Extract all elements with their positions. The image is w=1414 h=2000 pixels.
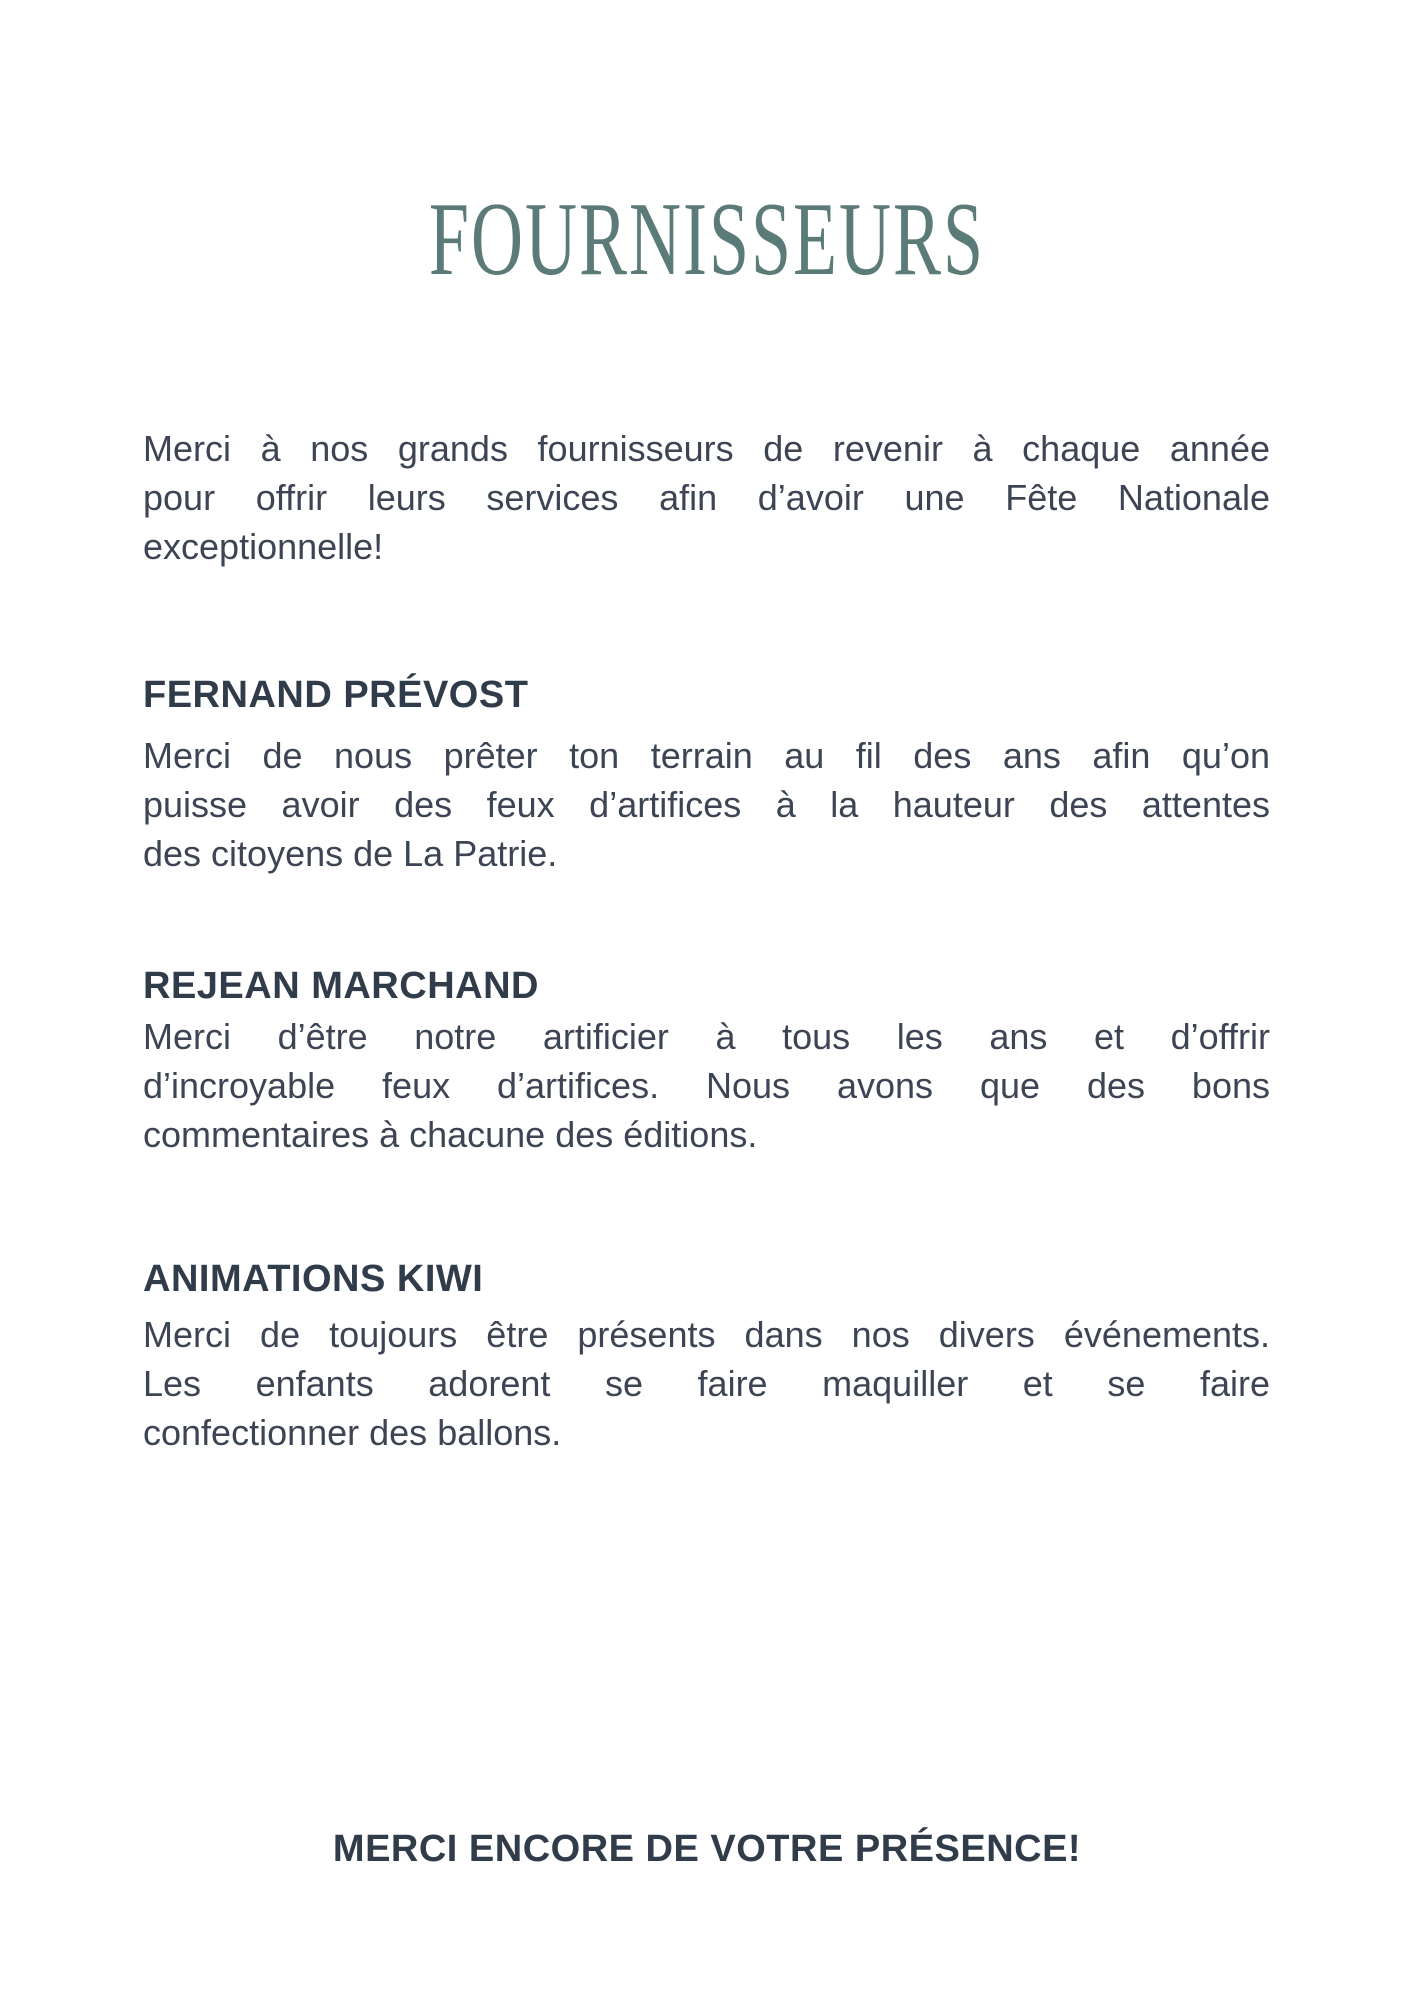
section-heading-fernand-prevost: FERNAND PRÉVOST: [143, 674, 529, 716]
section-paragraph-animations-kiwi: [143, 1310, 1270, 1457]
page-title: FOURNISSEURS: [428, 181, 986, 298]
text-line: Merci d’être notre artificier à tous les ans et d’offrir: [143, 1016, 1270, 1057]
section-heading-rejean-marchand: REJEAN MARCHAND: [143, 965, 539, 1007]
text-line: confectionner des ballons.: [143, 1412, 562, 1453]
footer-message: MERCI ENCORE DE VOTRE PRÉSENCE!: [332, 1828, 1082, 1870]
text-line: Les enfants adorent se faire maquiller et se faire: [143, 1363, 1270, 1404]
text-line: d’incroyable feux d’artifices. Nous avons que des bons: [143, 1065, 1270, 1106]
text-line: puisse avoir des feux d’artifices à la hauteur des attentes: [143, 784, 1270, 825]
text-line: Merci à nos grands fournisseurs de revenir à chaque année: [143, 428, 1270, 469]
text-line: Merci de toujours être présents dans nos divers événements.: [143, 1314, 1270, 1355]
text-line: des citoyens de La Patrie.: [143, 833, 558, 874]
intro-paragraph: [143, 424, 1270, 571]
text-line: pour offrir leurs services afin d’avoir une Fête Nationale: [143, 477, 1270, 518]
text-line: commentaires à chacune des éditions.: [143, 1114, 758, 1155]
section-heading-animations-kiwi: ANIMATIONS KIWI: [143, 1258, 484, 1300]
text-line: exceptionnelle!: [143, 526, 384, 567]
section-paragraph-rejean-marchand: [143, 1012, 1270, 1159]
text-line: Merci de nous prêter ton terrain au fil des ans afin qu’on: [143, 735, 1270, 776]
section-paragraph-fernand-prevost: [143, 731, 1270, 878]
